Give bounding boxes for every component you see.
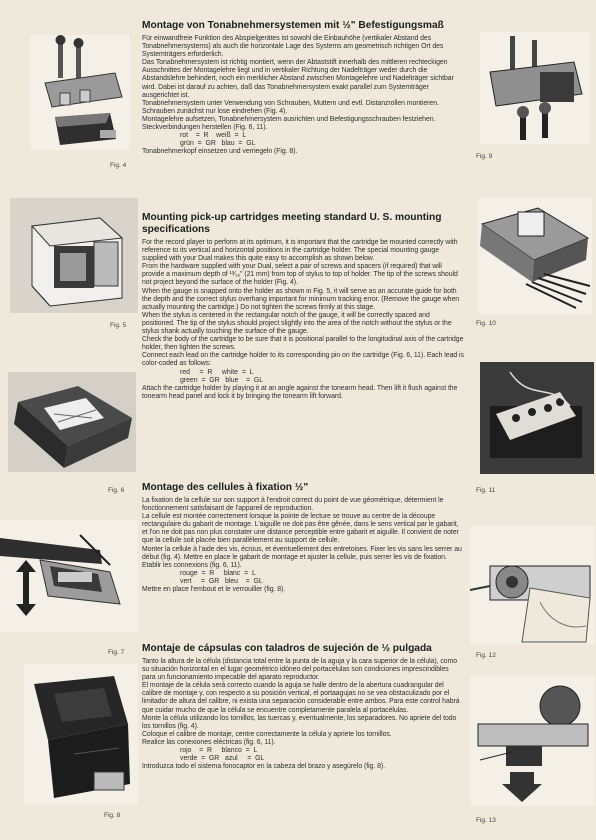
spanish-paragraph-3: Monte la célula utilizando los tornillos, las tuercas y, eventualmente, los separadores. No apriete del todo los tornillos (fig. 4).: [142, 714, 457, 730]
german-paragraph-1: Für einwandfreie Funktion des Abspielgerätes ist sowohl die Einbauhöhe (vertikaler Abstand des Tonabnehmersystems) als auch die horizontale Lage des Systems am geometrisch richtigen Ort des Systemträgers erforderlich.: [142, 35, 444, 59]
french-paragraph-1: La fixation de la cellule sur son support à l'endroit correct du point de vue géométrique, détermient le fonctionnement satisfaisant de l'appareil de reproduction.: [142, 497, 444, 513]
german-color-codes-1: rot = R weiß = L: [180, 132, 247, 140]
figure-6-caption: Fig. 6: [108, 487, 125, 494]
figure-11-image: [480, 362, 594, 474]
figure-11-caption: Fig. 11: [476, 487, 496, 494]
figure-13-image: [470, 676, 594, 806]
spanish-paragraph-2: El montaje de la célula será correcto cuando la aguja se halle dentro de la abertura cuadrangular del calibre de montaje y, con respecto a su posición vertical, el portaagujas no se vea obstaculizado por el limitador de altura del calibre, ni exista una separación considerable entre ambos. Para este control habrá que cuidar mucho de que la célula se encuentre completamente paralela al portacélulas.: [142, 682, 460, 714]
english-paragraph-1: For the record player to perform at its optimum, it is important that the cartridge be mounted correctly with reference to its vertical and horizontal positions in the cartridge holder. The special mounting gauge supplied with your Dual makes this quite easy to accomplish as shown below.: [142, 239, 458, 263]
section-english: [142, 212, 464, 401]
section-english-title: Mounting pick-up cartridges meeting standard U. S. mounting specifications: [142, 212, 442, 235]
figure-7-image: [0, 520, 138, 632]
main-text-column: [142, 0, 464, 840]
figure-12-caption: Fig. 12: [476, 652, 496, 659]
figure-9-caption: Fig. 9: [476, 153, 493, 160]
french-paragraph-5: Mettre en place l'embout et le verrouiller (fig. 8).: [142, 586, 286, 594]
english-color-codes-2: green = GR blue = GL: [180, 376, 264, 384]
figure-4-caption: Fig. 4: [110, 162, 127, 169]
figure-9-image: [480, 32, 590, 144]
spanish-color-codes-1: rojo = R blanco = L: [180, 747, 258, 755]
german-paragraph-5: Steckverbindungen herstellen (Fig. 6, 11).: [142, 124, 268, 132]
figure-10-image: [478, 198, 592, 314]
right-figure-column: [468, 0, 596, 840]
figure-5-image: [10, 198, 138, 313]
german-color-codes-2: grün = GR blau = GL: [180, 140, 256, 148]
english-paragraph-3: When the gauge is snapped onto the holder as shown in Fig. 5, it will serve as an accurate guide for both the depth and the correct stylus overhang important for minimum tracking error. (Remove the gauge when actually mounting the cartridge.) Do not tighten the screws firmly at this stage.: [142, 287, 460, 311]
figure-7-caption: Fig. 7: [108, 649, 125, 656]
section-german-title: Montage von Tonabnehmersystemen mit ½" Befestigungsmaß: [142, 20, 444, 31]
spanish-paragraph-6: Introduzca todo el sistema fonocaptor en la cabeza del brazo y asegúrelo (fig. 8).: [142, 763, 385, 771]
english-color-codes-1: red = R white = L: [180, 368, 254, 376]
french-paragraph-3: Monter la cellule à l'aide des vis, écrous, et éventuellement des entretoises. Fixer les vis sans les serrer au début (fig. 4). Mettre en place le gabarit de montage et ajuster la cellule, puis serrer les vis de fixation.: [142, 545, 462, 561]
german-paragraph-6: Tonabnehmerkopf einsetzen und verriegeln (Fig. 8).: [142, 148, 298, 156]
figure-4-image: [30, 35, 130, 150]
german-paragraph-2: Das Tonabnehmersystem ist richtig montiert, wenn der Abtaststift innerhalb des mittleren rechteckigen Ausschnittes der Montagelehre liegt und in vertikaler Richtung der Nadelträger weder durch die Abstandslehre behindert, noch ein merklicher Abstand zwischen Montagelehre und Nadelträger sichtbar wird. Dabei ist darauf zu achten, daß das Tonabnehmersystem exakt parallel zum Systemträger ausgerichtet ist.: [142, 59, 454, 99]
french-paragraph-4: Etablir les connexions (fig. 6, 11).: [142, 561, 242, 569]
english-paragraph-5: Check the body of the cartridge to be sure that it is positional parallel to the longitudinal axis of the cartridge holder, then tighten the screws.: [142, 336, 464, 352]
english-paragraph-6: Connect each lead on the cartridge holder to its corresponding pin on the cartridge (Fig. 6, 11). Each lead is color-coded as follows:: [142, 352, 464, 368]
figure-13-caption: Fig. 13: [476, 817, 496, 824]
english-paragraph-2: From the hardware supplied with your Dual, select a pair of screws and spacers (if required) that will provide a maximum depth of ¹³⁄₁₆" (21 mm) from top of stylus to top of holder. The tip of the screws should not project beyond the surface of the holder (Fig. 4).: [142, 263, 458, 287]
section-spanish-title: Montaje de cápsulas con taladros de sujeción de ½ pulgada: [142, 643, 432, 654]
section-spanish: [142, 643, 464, 771]
section-french: [142, 482, 464, 594]
spanish-color-codes-2: verde = GR azul = GL: [180, 755, 265, 763]
french-paragraph-2: La cellule est montée correctement lorsque la pointe de lecture se trouve au centre de la découpe rectangulaire du gabarit de montage. L'aiguille ne doit pas être gênée, dans le sens vertical par le gabarit, et l'on ne doit pas non plus constater une distance perceptible entre gabarit et aiguille. Il convient de noter que la cellule soit placée bien parallèlement au support de cellule.: [142, 513, 459, 545]
english-paragraph-4: When the stylus is centered in the rectangular notch of the gauge, it will be correctly spaced and positioned. The tip of the stylus should project slightly into the area of the notch without the stylus or the stylus shank actually touching the surface of the gauge.: [142, 311, 452, 336]
german-paragraph-3: Tonabnehmersystem unter Verwendung von Schrauben, Muttern und evtl. Distanzrollen montieren. Schrauben zunächst nur lose eindrehen (Fig. 4).: [142, 99, 439, 115]
spanish-paragraph-1: Tanto la altura de la célula (distancia total entre la punta de la aguja y la cara superior de la célula), como su situación horizontal en el lugar geométrico idóneo del portacélulas son condiciones imprescindibles para un funcionamiento impecable del aparato reproductor.: [142, 658, 458, 682]
french-color-codes-1: rouge = R blanc = L: [180, 569, 256, 577]
figure-5-caption: Fig. 5: [110, 322, 127, 329]
figure-8-image: [24, 664, 138, 804]
figure-12-image: [470, 526, 594, 644]
figure-6-image: [8, 372, 136, 472]
figure-8-caption: Fig. 8: [104, 812, 121, 819]
left-figure-column: [0, 0, 140, 840]
section-german: [142, 20, 464, 156]
german-paragraph-4: Montagelehre aufsetzen, Tonabnehmersystem ausrichten und Befestigungsschrauben festziehen.: [142, 115, 436, 123]
figure-10-caption: Fig. 10: [476, 320, 496, 327]
english-paragraph-7: Attach the cartridge holder by playing it at an angle against the tonearm head. Then lift it flush against the tonearm head panel and lock it by bringing the tonearm lift forward.: [142, 384, 458, 400]
spanish-paragraph-5: Realice las conexiones eléctricas (fig. 6, 11).: [142, 738, 276, 746]
french-color-codes-2: vert = GR bleu = GL: [180, 577, 263, 585]
section-french-title: Montage des cellules à fixation ½": [142, 482, 309, 493]
spanish-paragraph-4: Coloque el calibre de montaje, centre correctamente la célula y apriete los tornillos.: [142, 730, 392, 738]
